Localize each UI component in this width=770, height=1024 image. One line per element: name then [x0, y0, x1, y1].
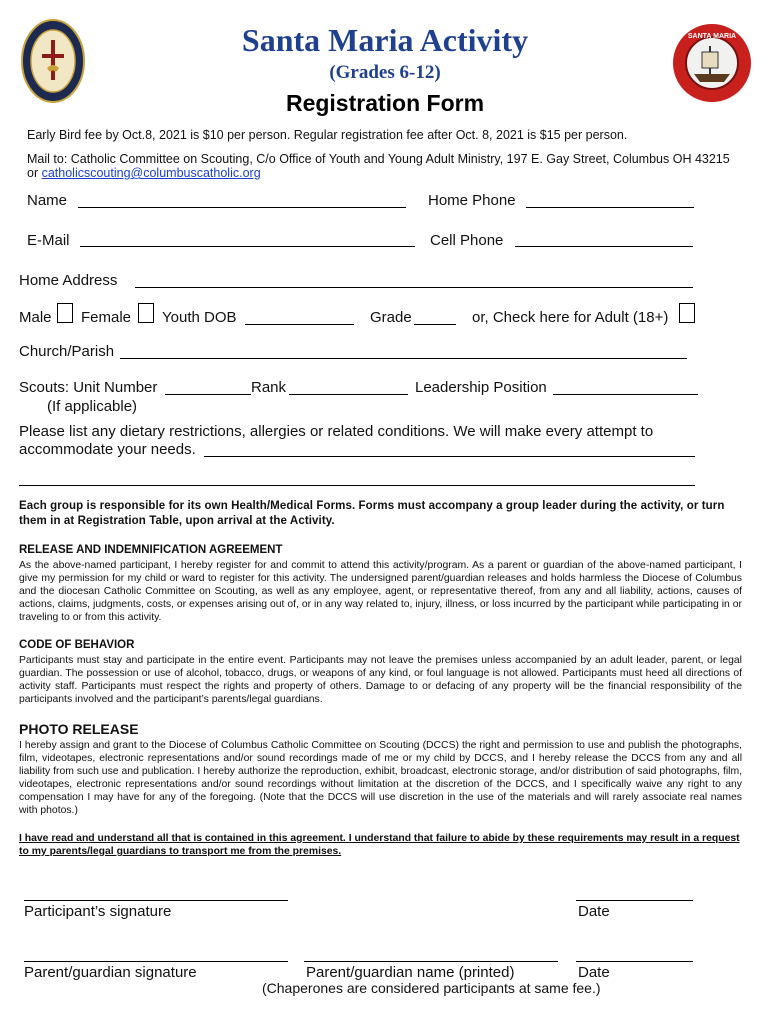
email-input[interactable]: [80, 246, 415, 247]
youth-dob-label: Youth DOB: [162, 309, 237, 326]
release-heading: RELEASE AND INDEMNIFICATION AGREEMENT: [19, 544, 283, 556]
photo-body: I hereby assign and grant to the Diocese of Columbus Catholic Committee on Scouting (DCCS) the right and permission to use and publish the photographs, film, videotapes, electronic representations and/or sound recordings made of me or my child by DCCS, and I hereby release the DCCS from any and all liability from such use and publication. I hereby authorize the reproduction, exhibit, broadcast, electronic storage, and/or distribution of said photographs, film, videotapes, electronic representations and/or sound recordings without limitation at the discretion of the DCCS, and I specifically waive any right to any compensation I may have for any of the foregoing. (Note that the DCCS will use discretion in the use of the materials and will rarely associate real names with photos.): [19, 740, 742, 816]
conduct-heading: CODE OF BEHAVIOR: [19, 639, 135, 651]
male-label: Male: [19, 309, 52, 326]
unit-number-input[interactable]: [165, 394, 251, 395]
youth-dob-input[interactable]: [245, 324, 354, 325]
grade-input[interactable]: [414, 324, 456, 325]
agreement-statement: I have read and understand all that is contained in this agreement. I understand that failure to abide by these requirements may result in a request to my parents/legal guardians to transport me from the premises.: [19, 833, 740, 857]
male-checkbox[interactable]: [57, 303, 73, 323]
if-applicable-note: (If applicable): [47, 398, 138, 415]
conduct-body: Participants must stay and participate in the entire event. Participants may not leave the premises unless accompanied by an adult leader, parent, or legal guardian. The possession or use of alcohol, tobacco, drugs, or weapons of any kind, or foul language is not allowed. Participants must heed all directions of activity staff. Participants must respect the rights and property of others. Damage to or defacing of any property will be the financial responsibility of the participants involved and the participant’s parents/legal guardians.: [19, 655, 742, 705]
unit-number-label: Scouts: Unit Number: [19, 379, 158, 396]
church-input[interactable]: [120, 358, 687, 359]
parent-name-input[interactable]: [304, 961, 558, 962]
home-phone-input[interactable]: [526, 207, 694, 208]
participant-signature-label: Participant’s signature: [24, 903, 172, 920]
home-phone-label: Home Phone: [428, 192, 516, 209]
fee-info: Early Bird fee by Oct.8, 2021 is $10 per person. Regular registration fee after Oct. 8, 2021 is $15 per person.: [27, 128, 628, 142]
name-label: Name: [27, 192, 68, 209]
home-address-label: Home Address: [19, 272, 118, 289]
photo-heading: PHOTO RELEASE: [19, 721, 139, 737]
adult-checkbox[interactable]: [679, 303, 695, 323]
female-label: Female: [81, 309, 132, 326]
rank-input[interactable]: [289, 394, 408, 395]
parent-signature-label: Parent/guardian signature: [24, 964, 197, 981]
adult-label: or, Check here for Adult (18+): [472, 309, 669, 326]
or-text: or: [27, 166, 42, 180]
cell-phone-input[interactable]: [515, 246, 693, 247]
date2-label: Date: [578, 964, 610, 981]
email-label: E-Mail: [27, 232, 70, 249]
dietary-input[interactable]: [204, 456, 695, 457]
email-link[interactable]: catholicscouting@columbuscatholic.org: [41, 166, 261, 180]
name-input[interactable]: [78, 207, 406, 208]
participant-signature-input[interactable]: [24, 900, 288, 901]
female-checkbox[interactable]: [138, 303, 154, 323]
page-title: Santa Maria Activity: [241, 22, 529, 58]
leadership-label: Leadership Position: [415, 379, 547, 396]
cell-phone-label: Cell Phone: [430, 232, 504, 249]
date1-label: Date: [578, 903, 610, 920]
page-subtitle: (Grades 6-12): [329, 62, 441, 83]
email-line: [27, 166, 261, 180]
dietary-label: Please list any dietary restrictions, allergies or related conditions. We will make every attempt to: [19, 423, 654, 440]
form-title: Registration Form: [285, 90, 485, 116]
date2-input[interactable]: [576, 961, 693, 962]
dietary-label-2: accommodate your needs.: [19, 441, 196, 458]
church-label: Church/Parish: [19, 343, 115, 360]
chaperones-note: (Chaperones are considered participants at same fee.): [262, 980, 601, 996]
leadership-input[interactable]: [553, 394, 698, 395]
svg-text:SANTA MARIA: SANTA MARIA: [687, 33, 737, 40]
grade-label: Grade: [370, 309, 412, 326]
mail-info: Mail to: Catholic Committee on Scouting, C/o Office of Youth and Young Adult Ministry, 197 E. Gay Street, Columbus OH 43215: [27, 152, 730, 166]
date1-input[interactable]: [576, 900, 693, 901]
dietary-input-2[interactable]: [19, 485, 695, 486]
parent-signature-input[interactable]: [24, 961, 288, 962]
parent-name-label: Parent/guardian name (printed): [306, 964, 515, 981]
rank-label: Rank: [251, 379, 287, 396]
medical-forms-notice: Each group is responsible for its own Health/Medical Forms. Forms must accompany a group leader during the activity, or turn them in at Registration Table, upon arrival at the Activity.: [19, 500, 725, 527]
release-body: As the above-named participant, I hereby register for and commit to attend this activity/program. As a parent or guardian of the above-named participant, I give my permission for my child or ward to register for this activity. The undersigned parent/guardian releases and holds harmless the Diocese of Columbus and the diocesan Catholic Committee on Scouting, as well as any employee, agent, or representative thereof, from any and all liability, actions, causes of actions, claims, judgments, costs, or expenses arising out of, or in any way related to, injury, illness, or loss incurred by the participant while participating in or traveling to or from this activity.: [19, 560, 742, 623]
home-address-input[interactable]: [135, 287, 693, 288]
